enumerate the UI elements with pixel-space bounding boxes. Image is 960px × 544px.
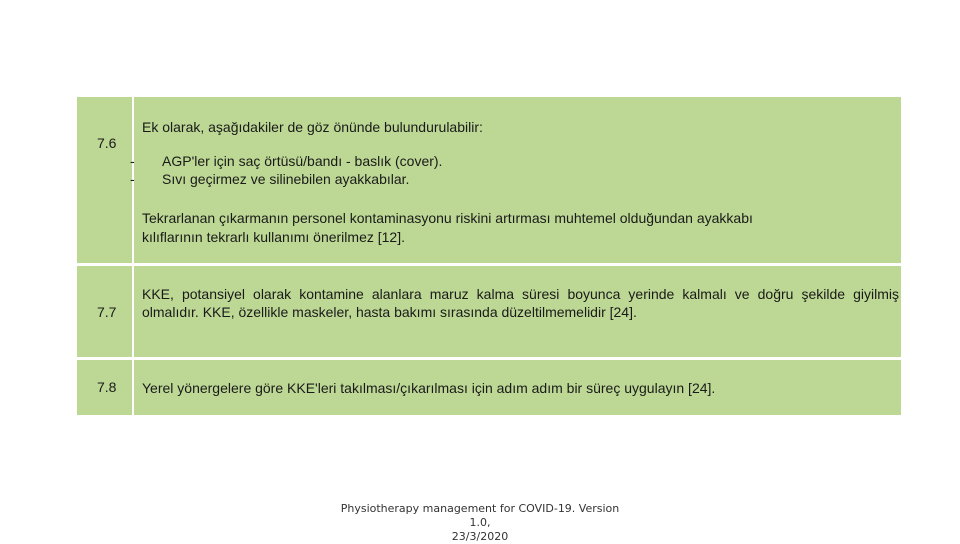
row-number-cell xyxy=(77,360,132,415)
table-row-7-6 xyxy=(77,97,901,263)
bullet-item: AGP'ler için saç örtüsü/bandı - baslık (cover). xyxy=(162,153,443,169)
row-note-line: Tekrarlanan çıkarmanın personel kontaminasyonu riskini artırması muhtemel olduğundan ayakkabı xyxy=(142,210,753,226)
row-number-cell xyxy=(77,97,132,263)
row-intro: Ek olarak, aşağıdakiler de göz önünde bulundurulabilir: xyxy=(142,119,483,135)
row-text: KKE, potansiyel olarak kontamine alanlara maruz kalma süresi boyunca yerinde kalmalı ve doğru şekilde giyilmiş olmalıdır. KKE, özellikle maskeler, hasta bakımı sırasında düzeltilmemelidir [24]. xyxy=(142,286,899,320)
row-number: 7.7 xyxy=(97,304,117,320)
row-note-line: kılıflarının tekrarlı kullanımı önerilmez [12]. xyxy=(142,229,405,245)
row-text: Yerel yönergelere göre KKE'leri takılması/çıkarılması için adım adım bir süreç uygulayın [24]. xyxy=(142,380,716,396)
footer xyxy=(330,502,630,544)
row-content-cell xyxy=(130,97,901,263)
bullet-item: Sıvı geçirmez ve silinebilen ayakkabılar. xyxy=(162,171,410,187)
footer-line: 23/3/2020 xyxy=(451,530,509,543)
bullet-marker: - xyxy=(130,153,135,169)
row-number: 7.6 xyxy=(97,135,117,151)
row-number-cell xyxy=(77,266,132,357)
bullet-marker: - xyxy=(130,171,135,187)
footer-line: Physiotherapy management for COVID-19. Version 1.0, xyxy=(340,502,620,529)
row-content-cell xyxy=(134,360,901,415)
row-number: 7.8 xyxy=(97,379,117,395)
table-row-7-7 xyxy=(77,266,901,357)
table-row-7-8 xyxy=(77,360,901,415)
row-content-cell xyxy=(134,266,901,357)
